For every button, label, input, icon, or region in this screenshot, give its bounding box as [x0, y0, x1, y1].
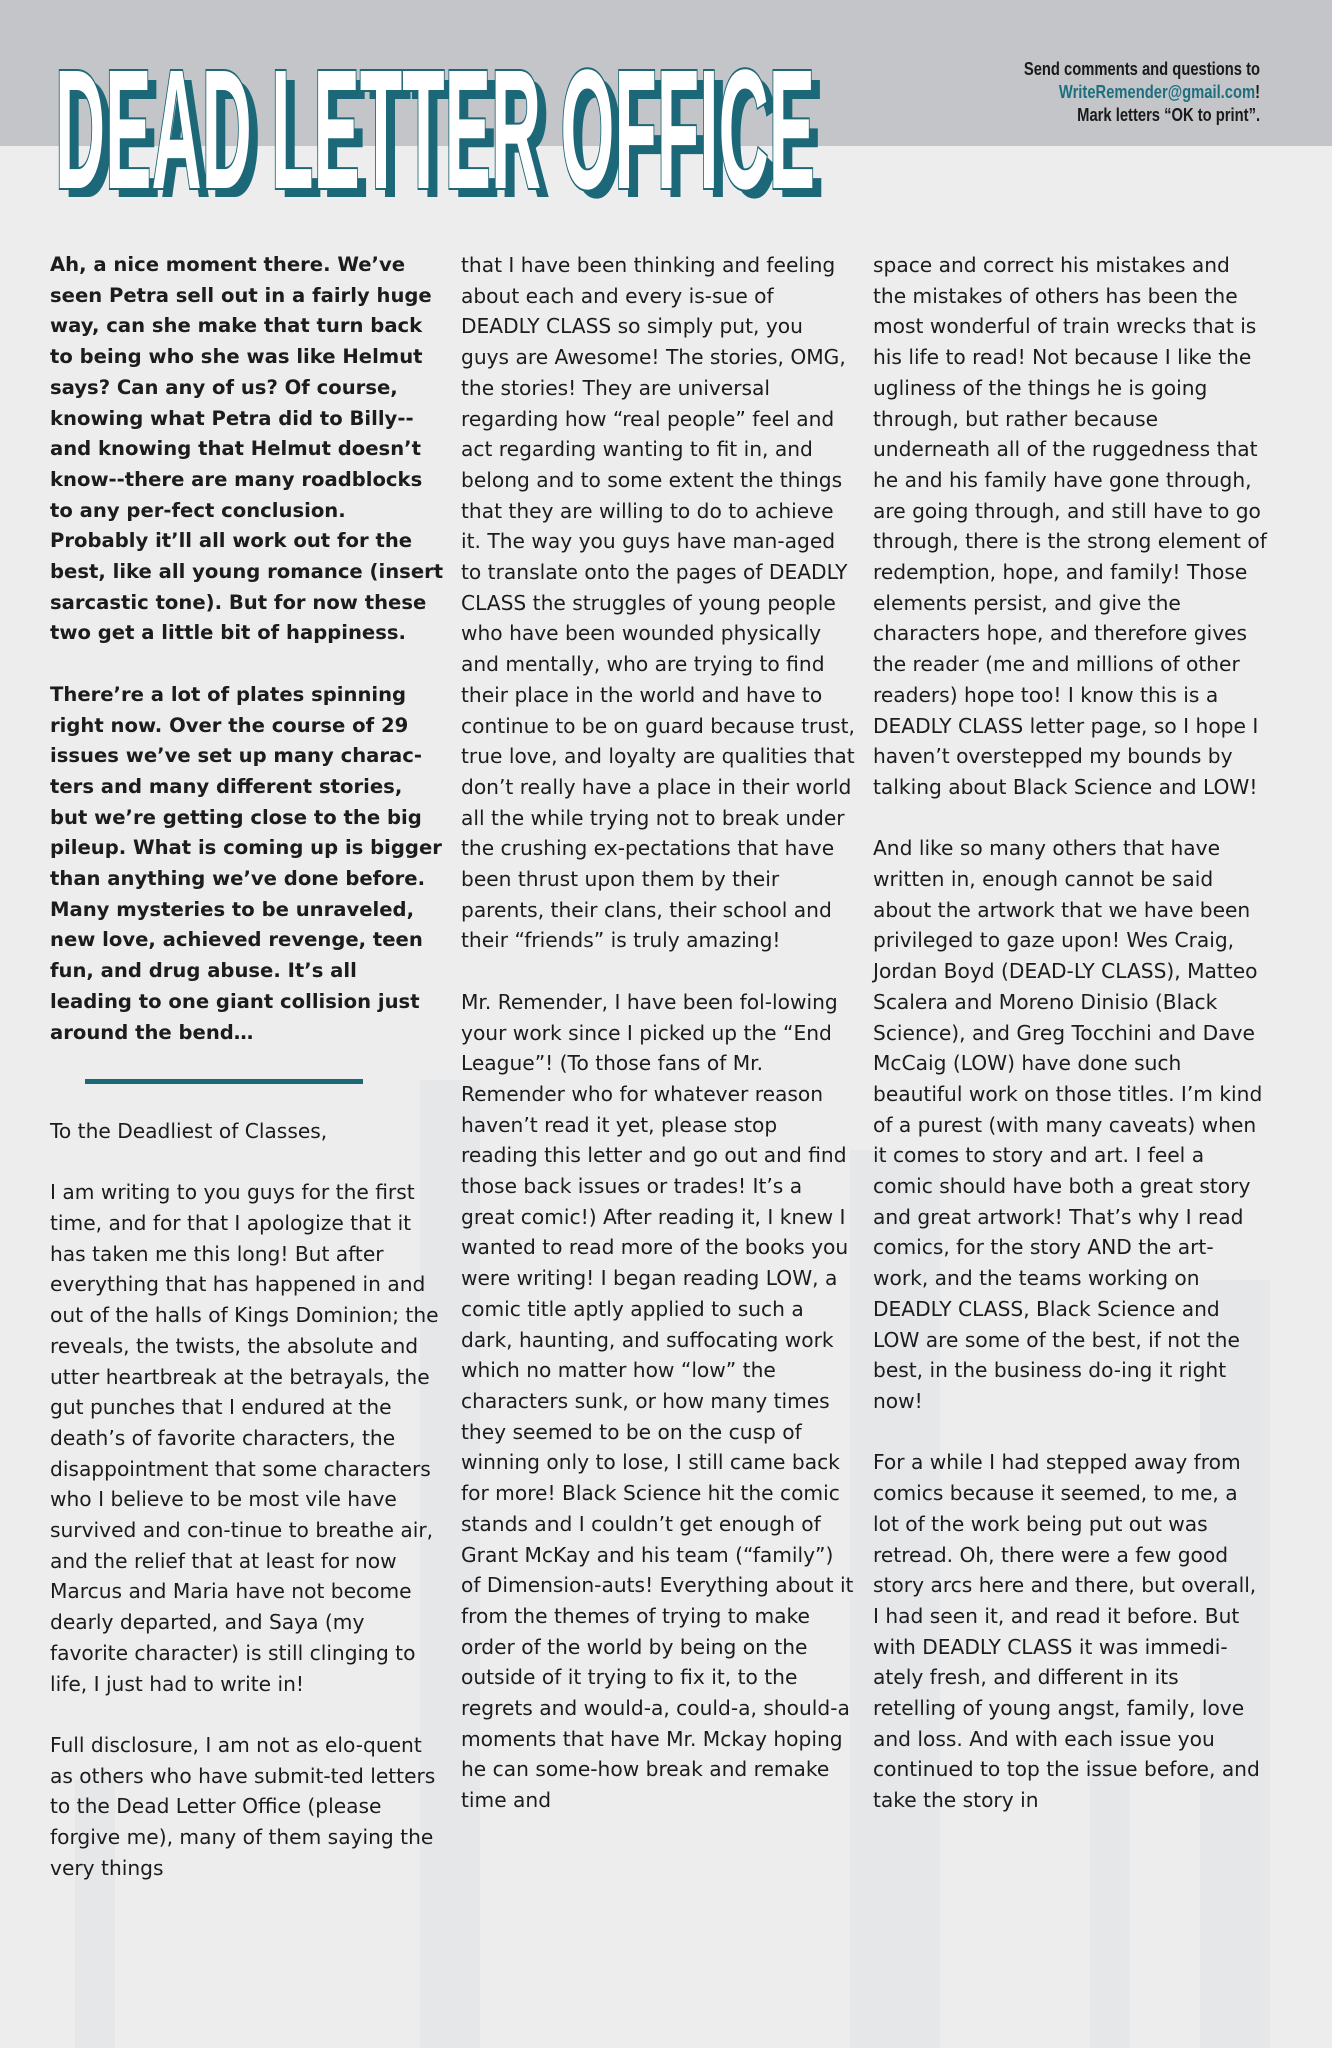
contact-email-line [1024, 81, 1260, 104]
letter-paragraph: I am writing to you guys for the first time, and for that I apologize that it has taken me this long! But after everything that has happened in and out of the halls of Kings Dominion; the reveals, the twists, the absolute and utter heartbreak at the betrayals, the gut punches that I endured at the death’s of favorite characters, the disappointment that some characters who I believe to be most vile have survived and con-tinue to breathe air, and the relief that at least for now Marcus and Maria have not become dearly departed, and Saya (my favorite character) is still clinging to life, I just had to write in! [50, 1180, 439, 1696]
letter-paragraph: that I have been thinking and feeling about each and every is-sue of DEADLY CLASS so simply put, you guys are Awesome! The stories, OMG, the stories! They are universal regarding how “real people” feel and act regarding wanting to fit in, and belong and to some extent the things that they are willing to do to achieve it. The way you guys have man-aged to translate onto the pages of DEADLY CLASS the struggles of young people who have been wounded physically and mentally, who are trying to find their place in the world and have to continue to be on guard because trust, true love, and loyalty are qualities that don’t really have a place in their world all the while trying not to break under the crushing ex-pectations that have been thrust upon them by their parents, their clans, their school and their “friends” is truly amazing! [461, 253, 855, 953]
letter-paragraph: And like so many others that have written in, enough cannot be said about the artwork that we have been privileged to gaze upon! Wes Craig, Jordan Boyd (DEAD-LY CLASS), Matteo Scalera and Moreno Dinisio (Black Science), and Greg Tocchini and Dave McCaig (LOW) have done such beautiful work on those titles. I’m kind of a purest (with many caveats) when it comes to story and art. I feel a comic should have both a great story and great artwork! That’s why I read comics, for the story AND the art-work, and the teams working on DEADLY CLASS, Black Science and LOW are some of the best, if not the best, in the business do-ing it right now! [873, 836, 1263, 1413]
column-2 [461, 250, 856, 1816]
editor-response-paragraph: Ah, a nice moment there. We’ve seen Petra sell out in a fairly huge way, can she make that turn back to being who she was like Helmut says? Can any of us? Of course, knowing what Petra did to Billy--and knowing that Helmut doesn’t know--there are many roadblocks to any per-fect conclusion. Probably it’ll all work out for the best, like all young romance (insert sarcastic tone). But for now these two get a little bit of happiness. [50, 253, 444, 645]
contact-note: Mark letters “OK to print”. [1077, 105, 1260, 125]
page-title-text: DEAD LETTER OFFICE [55, 35, 815, 225]
contact-prefix: Send comments and questions to [1023, 59, 1260, 79]
letter-paragraph: Full disclosure, I am not as elo-quent as others who have submit-ted letters to the Dead Letter Office (please forgive me), many of them saying the very things [50, 1732, 436, 1880]
section-divider [85, 1079, 363, 1084]
page-title-shadow: DEAD LETTER OFFICE [64, 44, 824, 234]
page-title [55, 22, 835, 234]
column-1 [50, 250, 445, 1884]
email-link[interactable]: WriteRemender@gmail.com [1058, 82, 1256, 102]
column-3 [873, 250, 1268, 1816]
contact-info [1024, 58, 1260, 127]
letter-paragraph: Mr. Remender, I have been fol-lowing your work since I picked up the “End League”! (To those fans of Mr. Remender who for whatever reason haven’t read it yet, please stop reading this letter and go out and find those back issues or trades! It’s a great comic!) After reading it, I knew I wanted to read more of the books you were writing! I began reading LOW, a comic title aptly applied to such a dark, haunting, and suffocating work which no matter how “low” the characters sunk, or how many times they seemed to be on the cusp of winning only to lose, I still came back for more! Black Science hit the comic stands and I couldn’t get enough of Grant McKay and his team (“family”) of Dimension-auts! Everything about it from the themes of trying to make order of the world by being on the outside of it trying to fix it, to the regrets and would-a, could-a, should-a moments that have Mr. Mckay hoping he can some-how break and remake time and [461, 989, 854, 1813]
letter-salutation: To the Deadliest of Classes, [50, 1118, 328, 1143]
letter-paragraph: space and correct his mistakes and the mistakes of others has been the most wonderful of train wrecks that is his life to read! Not because I like the ugliness of the things he is going through, but rather because underneath all of the ruggedness that he and his family have gone through, are going through, and still have to go through, there is the strong element of redemption, hope, and family! Those elements persist, and give the characters hope, and therefore gives the reader (me and millions of other readers) hope too! I know this is a DEADLY CLASS letter page, so I hope I haven’t overstepped my bounds by talking about Black Science and LOW! [873, 253, 1267, 799]
letter-paragraph: For a while I had stepped away from comics because it seemed, to me, a lot of the work being put out was retread. Oh, there were a few good story arcs here and there, but overall, I had seen it, and read it before. But with DEADLY CLASS it was immedi-ately fresh, and different in its retelling of young angst, family, love and loss. And with each issue you continued to top the issue before, and take the story in [873, 1450, 1260, 1813]
editor-response-paragraph: There’re a lot of plates spinning right now. Over the course of 29 issues we’ve set up many charac-ters and many different stories, but we’re getting close to the big pileup. What is coming up is bigger than anything we’ve done before. Many mysteries to be unraveled, new love, achieved revenge, teen fun, and drug abuse. It’s all leading to one giant collision just around the bend… [50, 682, 442, 1044]
email-suffix: ! [1255, 82, 1260, 102]
